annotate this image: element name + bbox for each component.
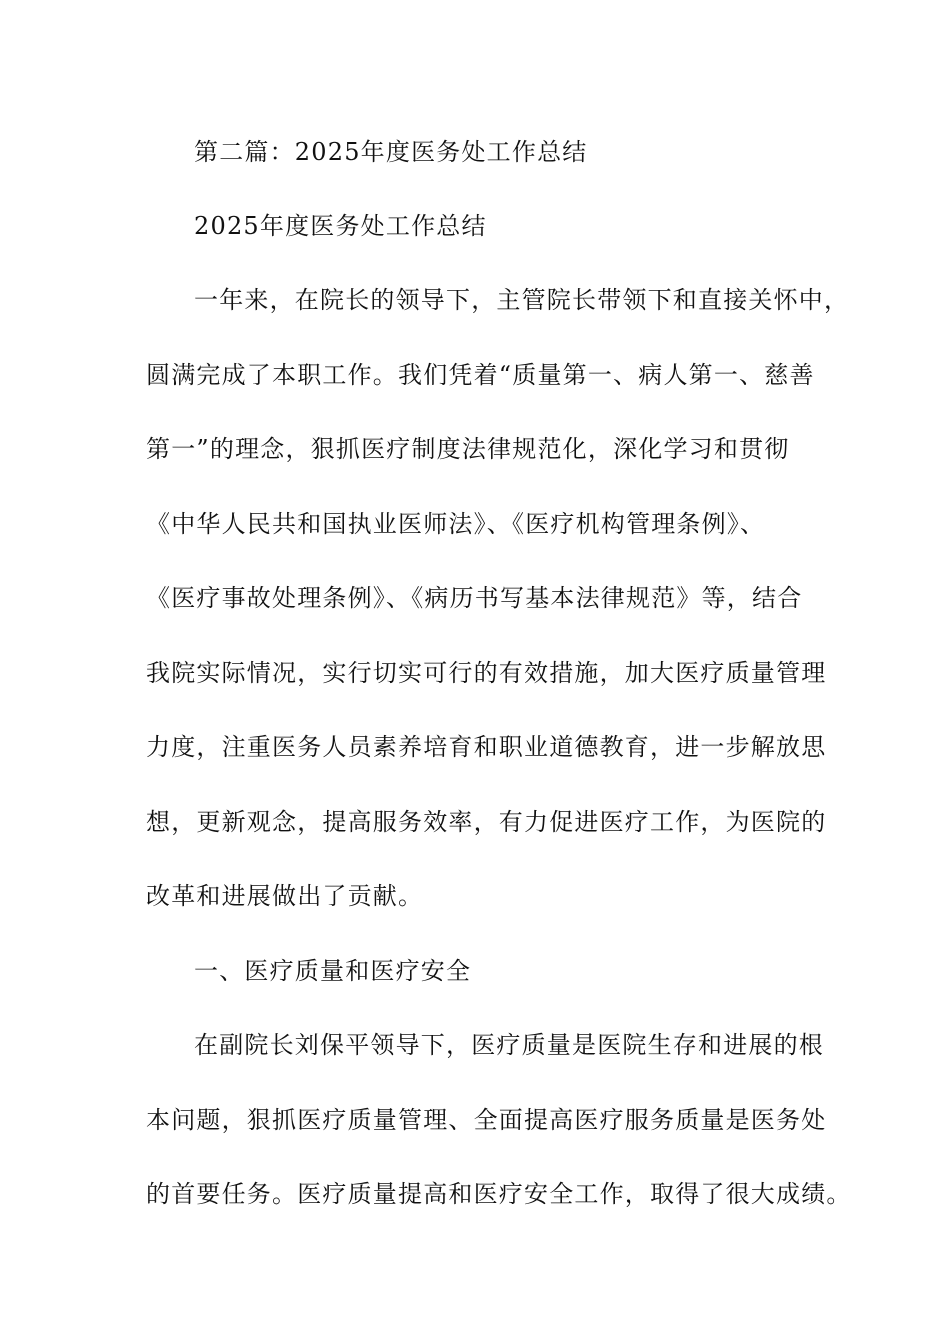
paragraph-line: 在副院长刘保平领导下，医疗质量是医院生存和进展的根: [194, 1031, 824, 1059]
section-heading: 一、医疗质量和医疗安全: [194, 957, 472, 985]
paragraph-line: 的首要任务。医疗质量提高和医疗安全工作，取得了很大成绩。: [146, 1180, 852, 1208]
paragraph-line: 《医疗事故处理条例》、《病历书写基本法律规范》等，结合: [146, 584, 803, 612]
paragraph-line: 一年来，在院长的领导下，主管院长带领下和直接关怀中，: [194, 286, 850, 314]
paragraph-line: 第一”的理念，狠抓医疗制度法律规范化，深化学习和贯彻: [146, 435, 790, 463]
document-title: 2025年度医务处工作总结: [194, 212, 487, 240]
paragraph-line: 力度，注重医务人员素养培育和职业道德教育，进一步解放思: [146, 733, 827, 761]
paragraph-line: 本问题，狠抓医疗质量管理、全面提高医疗服务质量是医务处: [146, 1106, 827, 1134]
paragraph-line: 圆满完成了本职工作。我们凭着“质量第一、病人第一、慈善: [146, 361, 815, 389]
paragraph-line: 《中华人民共和国执业医师法》、《医疗机构管理条例》、: [146, 510, 766, 538]
paragraph-line: 想，更新观念，提高服务效率，有力促进医疗工作，为医院的: [146, 808, 827, 836]
chapter-title: 第二篇：2025年度医务处工作总结: [194, 138, 588, 166]
paragraph-line: 改革和进展做出了贡献。: [146, 882, 424, 910]
paragraph-line: 我院实际情况，实行切实可行的有效措施，加大医疗质量管理: [146, 659, 827, 687]
